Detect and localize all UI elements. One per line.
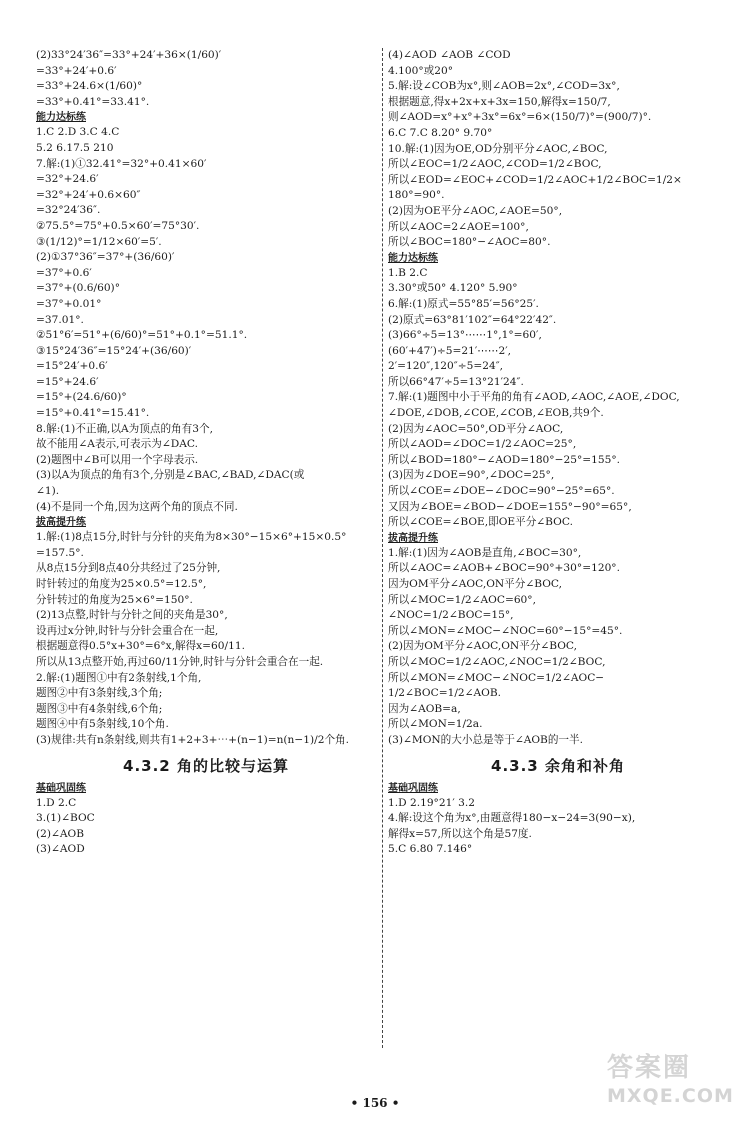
answer-line: ②75.5°=75°+0.5×60′=75°30′. [36,219,200,232]
section-heading-text: 能力达标练 [388,252,438,264]
answer-line: 7.解:(1)①32.41°=32°+0.41×60′ [36,157,207,170]
answer-line: 180°=90°. [388,189,445,202]
answer-line: 题图④中有5条射线,10个角. [36,718,169,731]
answer-line: 分针转过的角度为25×6°=150°. [36,593,193,606]
answer-line: 所以∠COE=∠BOE,即OE平分∠BOC. [388,516,573,529]
subsection-title: 4.3.3 余角和补角 [491,756,625,775]
section-heading-text: 基础巩固练 [388,782,438,794]
answer-line: 1.D 2.19°21′ 3.2 [388,796,475,809]
column-divider [382,48,383,1048]
answer-line: =15°+(24.6/60)° [36,391,127,404]
answer-line: 2′=120″,120″÷5=24″, [388,360,504,373]
answer-line: 所以66°47′÷5=13°21′24″. [388,375,524,388]
answer-line: 根据题意,得x+2x+x+3x=150,解得x=150/7, [388,95,611,108]
answer-line: =37.01°. [36,313,84,326]
answer-line: (3)66°÷5=13°⋯⋯1°,1°=60′, [388,329,542,342]
answer-line: 所以从13点整开始,再过60/11分钟,时针与分针会重合在一起. [36,655,324,668]
answer-line: 解得x=57,所以这个角是57度. [388,827,532,840]
answer-line: =37°+0.6′ [36,266,92,279]
answer-line: 所以∠MON=∠MOC−∠NOC=60°−15°=45°. [388,624,623,637]
answer-line: 1.D 2.C [36,796,77,809]
answer-line: =33°+24′+0.6′ [36,64,117,77]
answer-line: 则∠AOD=x°+x°+3x°=6x°=6×(150/7)°=(900/7)°. [388,111,652,124]
right-column [388,48,728,858]
section-heading [36,515,376,530]
answer-line: 因为∠AOB=a, [388,702,461,715]
section-heading [36,781,376,796]
answer-line: (2)∠AOB [36,827,85,840]
answer-line: 时针转过的角度为25×0.5°=12.5°, [36,578,207,590]
section-heading-text: 拔高提升练 [388,532,438,544]
answer-line: (3)∠AOD [36,843,85,856]
answer-line: ∠DOE,∠DOB,∠COE,∠COB,∠EOB,共9个. [388,407,604,420]
answer-line: 1.B 2.C [388,266,428,279]
answer-line: =33°+24.6×(1/60)° [36,80,143,93]
answer-line: 6.解:(1)原式=55°85′=56°25′. [388,297,539,310]
answer-line: =37°+(0.6/60)° [36,282,120,295]
answer-line: =37°+0.01° [36,297,102,310]
section-heading [36,110,376,125]
answer-line: 又因为∠BOE=∠BOD−∠DOE=155°−90°=65°, [388,500,632,513]
watermark-text-en: MXQE.COM [607,1085,734,1107]
subsection-title: 4.3.2 角的比较与运算 [123,756,289,775]
answer-line: 1.C 2.D 3.C 4.C [36,126,120,139]
section-heading-text: 能力达标练 [36,112,86,124]
answer-line: 故不能用∠A表示,可表示为∠DAC. [36,438,198,451]
answer-line: 7.解:(1)题图中小于平角的角有∠AOD,∠AOC,∠AOE,∠DOC, [388,391,680,404]
answer-line: (2)因为OE平分∠AOC,∠AOE=50°, [388,204,563,217]
answer-line: (2)33°24′36″=33°+24′+36×(1/60)′ [36,49,222,61]
answer-line: ∠1). [36,485,60,498]
answer-line: ③(1/12)°=1/12×60′=5′. [36,235,162,248]
answer-line: 所以∠BOD=180°−∠AOD=180°−25°=155°. [388,453,621,466]
answer-line: 因为OM平分∠AOC,ON平分∠BOC, [388,578,562,590]
section-heading-text: 基础巩固练 [36,782,86,794]
answer-line: 所以∠MOC=1/2∠AOC,∠NOC=1/2∠BOC, [388,655,606,668]
answer-line: (4)∠AOD ∠AOB ∠COD [388,49,511,61]
answer-line: 所以∠MON=∠MOC−∠NOC=1/2∠AOC− [388,671,605,684]
left-column [36,48,376,858]
answer-line: 所以∠MOC=1/2∠AOC=60°, [388,593,536,606]
answer-line: =33°+0.41°=33.41°. [36,95,150,108]
answer-line: 设再过x分钟,时针与分针会重合在一起, [36,624,219,637]
answer-line: (2)因为∠AOC=50°,OD平分∠AOC, [388,422,564,435]
answer-line: =15°+0.41°=15.41°. [36,407,150,420]
answer-line: 所以∠AOD=∠DOC=1/2∠AOC=25°, [388,438,577,451]
answer-line: 4.100°或20° [388,64,453,77]
answer-line: ∠NOC=1/2∠BOC=15°, [388,609,514,622]
section-heading [388,251,728,266]
answer-line: 5.2 6.17.5 210 [36,141,114,154]
answer-line: =15°24′+0.6′ [36,360,108,373]
answer-line: 3.30°或50° 4.120° 5.90° [388,282,518,295]
answer-line: =32°+24.6′ [36,173,99,186]
answer-line: (2)题图中∠B可以用一个字母表示. [36,453,199,466]
answer-line: 题图③中有4条射线,6个角; [36,702,163,715]
answer-line: (2)原式=63°81′102″=64°22′42″. [388,313,557,326]
answer-line: (60′+47′)÷5=21′⋯⋯2′, [388,344,511,357]
answer-line: (2)因为OM平分∠AOC,ON平分∠BOC, [388,640,578,653]
answer-line: 5.C 6.80 7.146° [388,843,473,856]
answer-line: 6.C 7.C 8.20° 9.70° [388,126,493,139]
section-heading-text: 拔高提升练 [36,517,86,529]
section-heading [388,531,728,546]
answer-line: 10.解:(1)因为OE,OD分别平分∠AOC,∠BOC, [388,142,608,155]
answer-line: 4.解:设这个角为x°,由题意得180−x−24=3(90−x), [388,812,636,825]
answer-line: 从8点15分到8点40分共经过了25分钟, [36,562,221,575]
answer-line: 1/2∠BOC=1/2∠AOB. [388,687,501,700]
answer-line: ③15°24′36″=15°24′+(36/60)′ [36,344,192,357]
answer-line: (3)规律:共有n条射线,则共有1+2+3+⋯+(n−1)=n(n−1)/2个角. [36,733,349,746]
answer-line: 所以∠EOD=∠EOC+∠COD=1/2∠AOC+1/2∠BOC=1/2× [388,173,682,186]
answer-line: 所以∠AOC=∠AOB+∠BOC=90°+30°=120°. [388,562,620,575]
answer-line: 5.解:设∠COB为x°,则∠AOB=2x°,∠COD=3x°, [388,80,620,93]
watermark-logo [607,1051,742,1119]
answer-line: (3)∠MON的大小总是等于∠AOB的一半. [388,733,583,746]
answer-line: 所以∠EOC=1/2∠AOC,∠COD=1/2∠BOC, [388,158,602,171]
answer-line: 8.解:(1)不正确,以A为顶点的角有3个, [36,422,213,435]
answer-line: (4)不是同一个角,因为这两个角的顶点不同. [36,500,238,513]
answer-line: 1.解:(1)因为∠AOB是直角,∠BOC=30°, [388,546,582,559]
answer-line: (2)13点整,时针与分针之间的夹角是30°, [36,609,228,622]
answer-line: =32°+24′+0.6×60″ [36,188,141,201]
answer-line: =157.5°. [36,546,84,559]
answer-line: 所以∠BOC=180°−∠AOC=80°. [388,236,551,249]
answer-line: 所以∠MON=1/2a. [388,718,483,731]
answer-line: 根据题意得0.5°x+30°=6°x,解得x=60/11. [36,640,245,653]
answer-line: 3.(1)∠BOC [36,812,95,825]
page-number: • 156 • [350,1096,400,1110]
section-heading [388,781,728,796]
answer-line: =32°24′36″. [36,204,101,217]
watermark-text-cn: 答案圈 [607,1053,692,1083]
answer-line: 2.解:(1)题图①中有2条射线,1个角, [36,671,202,684]
answer-line: (3)以A为顶点的角有3个,分别是∠BAC,∠BAD,∠DAC(或 [36,469,305,482]
answer-line: 所以∠AOC=2∠AOE=100°, [388,220,529,233]
answer-line: (2)①37°36″=37°+(36/60)′ [36,251,175,264]
answer-line: 所以∠COE=∠DOE−∠DOC=90°−25°=65°. [388,485,615,498]
answer-line: 题图②中有3条射线,3个角; [36,687,163,700]
answer-line: ②51°6′=51°+(6/60)°=51°+0.1°=51.1°. [36,329,248,342]
answer-line: =15°+24.6′ [36,375,99,388]
answer-line: 1.解:(1)8点15分,时针与分针的夹角为8×30°−15×6°+15×0.5° [36,531,347,544]
answer-line: (3)因为∠DOE=90°,∠DOC=25°, [388,469,555,482]
